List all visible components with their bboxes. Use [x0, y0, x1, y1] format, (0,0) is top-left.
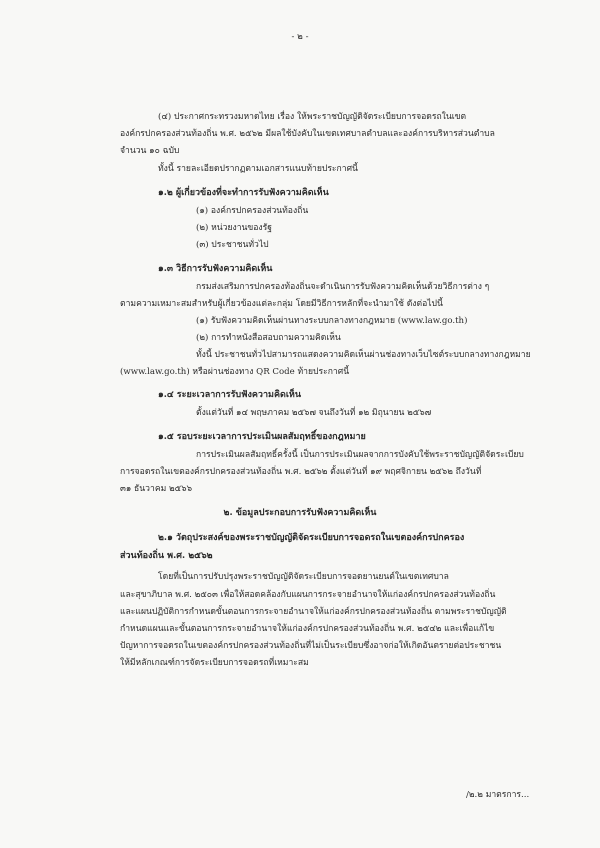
section-1-3-line-2: ตามความเหมาะสมสำหรับผู้เกี่ยวข้องแต่ละกลุ่ม โดยมีวิธีการหลักที่จะนำมาใช้ ดังต่อไปนี้	[120, 299, 443, 309]
section-2-1-body-line: ให้มีหลักเกณฑ์การจัดระเบียบการจอดรถที่เหมาะสม	[120, 658, 309, 668]
para-4-line-3: จำนวน ๑๐ ฉบับ	[120, 146, 180, 156]
section-1-3-line-4: (www.law.go.th) หรือผ่านช่องทาง QR Code ท้ายประกาศนี้	[120, 367, 350, 377]
section-1-2-item: (๓) ประชาชนทั่วไป	[196, 240, 269, 250]
para-4-line-4: ทั้งนี้ รายละเอียดปรากฏตามเอกสารแนบท้ายประกาศนี้	[158, 164, 358, 174]
section-1-2-heading: ๑.๒ ผู้เกี่ยวข้องที่จะทำการรับฟังความคิดเห็น	[158, 188, 329, 198]
section-1-3-item-2: (๒) การทำหนังสือสอบถามความคิดเห็น	[196, 333, 341, 343]
section-1-2-item: (๑) องค์กรปกครองส่วนท้องถิ่น	[196, 206, 309, 216]
section-1-4-heading: ๑.๔ ระยะเวลาการรับฟังความคิดเห็น	[158, 390, 302, 400]
section-1-5-line-1: การประเมินผลสัมฤทธิ์ครั้งนี้ เป็นการประเมินผลจากการบังคับใช้พระราชบัญญัติจัดระเบียบ	[196, 450, 524, 460]
section-1-5-line-3: ๓๑ ธันวาคม ๒๕๖๖	[120, 484, 193, 494]
continuation-marker: /๒.๒ มาตรการ...	[466, 790, 530, 800]
section-2-1-body-line: โดยที่เป็นการปรับปรุงพระราชบัญญัติจัดระเบียบการจอดยานยนต์ในเขตเทศบาล	[158, 572, 449, 582]
section-1-3-line-1: กรมส่งเสริมการปกครองท้องถิ่นจะดำเนินการรับฟังความคิดเห็นด้วยวิธีการต่าง ๆ	[196, 282, 490, 292]
section-2-1-body-line: และสุขาภิบาล พ.ศ. ๒๕๐๓ เพื่อให้สอดคล้องกับแผนการกระจายอำนาจให้แก่องค์กรปกครองส่วนท้องถิ่น	[120, 590, 496, 600]
section-1-5-heading: ๑.๕ รอบระยะเวลาการประเมินผลสัมฤทธิ์ของกฎหมาย	[158, 432, 366, 442]
section-1-3-heading: ๑.๓ วิธีการรับฟังความคิดเห็น	[158, 264, 273, 274]
para-4-line-1: (๔) ประกาศกระทรวงมหาดไทย เรื่อง ให้พระราชบัญญัติจัดระเบียบการจอดรถในเขต	[158, 112, 467, 122]
page-number: - ๒ -	[291, 32, 309, 42]
section-1-4-line-1: ตั้งแต่วันที่ ๑๔ พฤษภาคม ๒๕๖๗ จนถึงวันที่ ๑๒ มิถุนายน ๒๕๖๗	[196, 408, 432, 418]
section-1-5-line-2: การจอดรถในเขตองค์กรปกครองส่วนท้องถิ่น พ.ศ. ๒๕๖๒ ตั้งแต่วันที่ ๑๙ พฤศจิกายน ๒๕๖๒ ถึงวันที่	[120, 467, 482, 477]
section-2-1-body-line: และแผนปฏิบัติการกำหนดขั้นตอนการกระจายอำนาจให้แก่องค์กรปกครองส่วนท้องถิ่น ตามพระราชบัญญัติ	[120, 607, 507, 617]
section-2-1-body-line: กำหนดแผนและขั้นตอนการกระจายอำนาจให้แก่องค์กรปกครองส่วนท้องถิ่น พ.ศ. ๒๕๔๒ และเพื่อแก้ไข	[120, 624, 495, 634]
para-4-line-2: องค์กรปกครองส่วนท้องถิ่น พ.ศ. ๒๕๖๒ มีผลใช้บังคับในเขตเทศบาลตำบลและองค์การบริหารส่วนตำบล	[120, 129, 495, 139]
section-2-1-heading-line-2: ส่วนท้องถิ่น พ.ศ. ๒๕๖๒	[120, 551, 213, 561]
section-2-1-body-line: ปัญหาการจอดรถในเขตองค์กรปกครองส่วนท้องถิ่นที่ไม่เป็นระเบียบซึ่งอาจก่อให้เกิดอันตรายต่อประชาชน	[120, 641, 502, 651]
section-2-1-heading-line-1: ๒.๑ วัตถุประสงค์ของพระราชบัญญัติจัดระเบียบการจอดรถในเขตองค์กรปกครอง	[158, 533, 465, 543]
section-1-2-item: (๒) หน่วยงานของรัฐ	[196, 223, 272, 233]
section-1-3-line-3: ทั้งนี้ ประชาชนทั่วไปสามารถแสดงความคิดเห็นผ่านช่องทางเว็บไซต์ระบบกลางทางกฎหมาย	[196, 350, 531, 360]
section-1-3-item-1: (๑) รับฟังความคิดเห็นผ่านทางระบบกลางทางกฎหมาย (www.law.go.th)	[196, 316, 468, 326]
section-2-heading: ๒. ข้อมูลประกอบการรับฟังความคิดเห็น	[223, 508, 377, 518]
